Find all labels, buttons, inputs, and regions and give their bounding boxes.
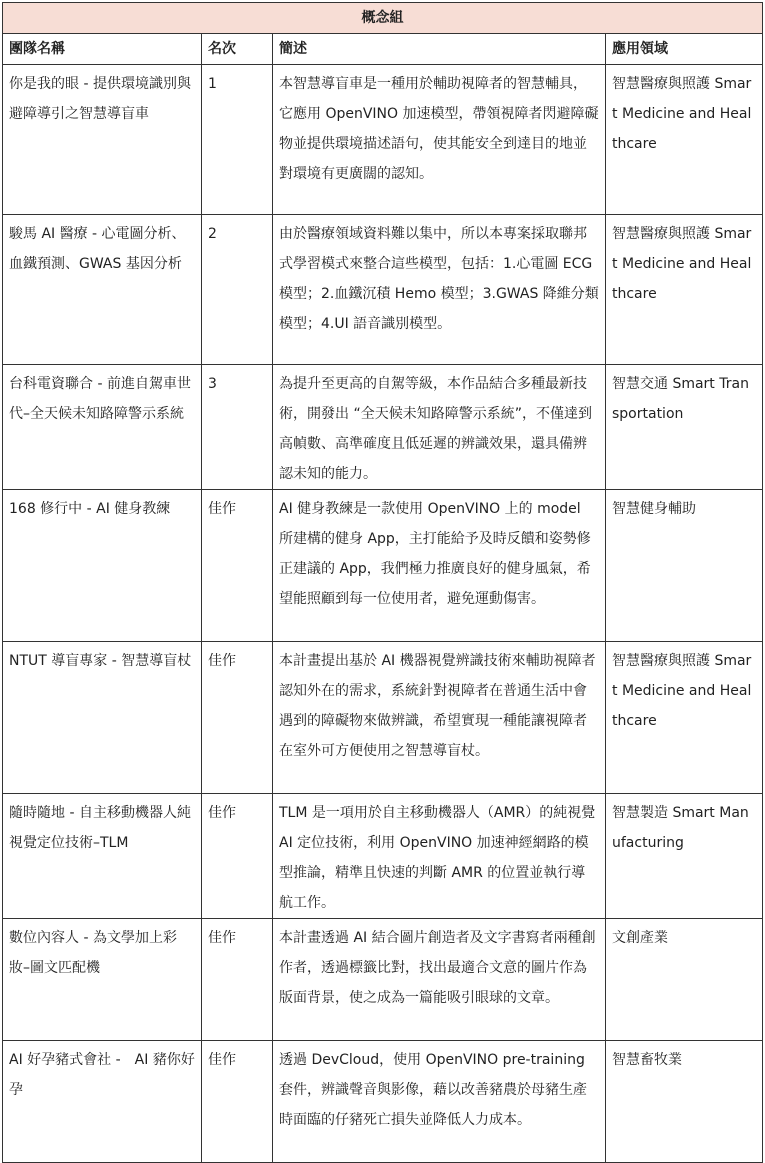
domain-cell: 智慧醫療與照護 Smart Medicine and Healthcare [606, 215, 763, 365]
domain-cell: 智慧健身輔助 [606, 490, 763, 642]
domain-cell: 智慧醫療與照護 Smart Medicine and Healthcare [606, 65, 763, 215]
table-row [3, 65, 763, 215]
team-cell: 台科電資聯合 - 前進自駕車世代–全天候未知路障警示系統 [3, 365, 202, 490]
domain-cell: 智慧醫療與照護 Smart Medicine and Healthcare [606, 642, 763, 794]
table-row [3, 215, 763, 365]
summary-cell: AI 健身教練是一款使用 OpenVINO 上的 model 所建構的健身 App，主打能給予及時反饋和姿勢修正建議的 App，我們極力推廣良好的健身風氣，希望能照顧到每一位使用者，避免運動傷害。 [273, 490, 606, 642]
team-cell: 駿馬 AI 醫療 - 心電圖分析、血鐵預測、GWAS 基因分析 [3, 215, 202, 365]
team-cell: 168 修行中 - AI 健身教練 [3, 490, 202, 642]
header-row [3, 34, 763, 65]
team-cell: 隨時隨地 - 自主移動機器人純視覺定位技術–TLM [3, 794, 202, 919]
summary-cell: 本計畫透過 AI 結合圖片創造者及文字書寫者兩種創作者，透過標籤比對，找出最適合文意的圖片作為版面背景，使之成為一篇能吸引眼球的文章。 [273, 919, 606, 1041]
table-row [3, 490, 763, 642]
summary-cell: 為提升至更高的自駕等級，本作品結合多種最新技術，開發出 “全天候未知路障警示系統”，不僅達到高幀數、高準確度且低延遲的辨識效果，還具備辨認未知的能力。 [273, 365, 606, 490]
summary-cell: 本計畫提出基於 AI 機器視覺辨識技術來輔助視障者認知外在的需求，系統針對視障者在普通生活中會遇到的障礙物來做辨識，希望實現一種能讓視障者在室外可方便使用之智慧導盲杖。 [273, 642, 606, 794]
column-header-team: 團隊名稱 [3, 34, 202, 65]
domain-cell: 智慧交通 Smart Transportation [606, 365, 763, 490]
team-cell: 你是我的眼 - 提供環境識別與避障導引之智慧導盲車 [3, 65, 202, 215]
team-cell: AI 好孕豬式會社 - AI 豬你好孕 [3, 1041, 202, 1163]
summary-cell: 由於醫療領域資料難以集中，所以本專案採取聯邦式學習模式來整合這些模型，包括：1.心電圖 ECG 模型；2.血鐵沉積 Hemo 模型；3.GWAS 降維分類模型；4.UI 語音識別模型。 [273, 215, 606, 365]
domain-cell: 文創產業 [606, 919, 763, 1041]
rank-cell: 佳作 [202, 1041, 273, 1163]
column-header-rank: 名次 [202, 34, 273, 65]
table-row [3, 642, 763, 794]
results-table [2, 2, 763, 1163]
table-row [3, 365, 763, 490]
team-cell: 數位內容人 - 為文學加上彩妝–圖文匹配機 [3, 919, 202, 1041]
table-title: 概念組 [3, 3, 763, 34]
table-row [3, 794, 763, 919]
rank-cell: 2 [202, 215, 273, 365]
domain-cell: 智慧畜牧業 [606, 1041, 763, 1163]
summary-cell: TLM 是一項用於自主移動機器人（AMR）的純視覺 AI 定位技術，利用 OpenVINO 加速神經網路的模型推論，精準且快速的判斷 AMR 的位置並執行導航工作。 [273, 794, 606, 919]
rank-cell: 佳作 [202, 642, 273, 794]
team-cell: NTUT 導盲專家 - 智慧導盲杖 [3, 642, 202, 794]
column-header-summary: 簡述 [273, 34, 606, 65]
rank-cell: 3 [202, 365, 273, 490]
table-row [3, 919, 763, 1041]
column-header-domain: 應用領域 [606, 34, 763, 65]
rank-cell: 佳作 [202, 794, 273, 919]
summary-cell: 透過 DevCloud，使用 OpenVINO pre-training 套件，辨識聲音與影像，藉以改善豬農於母豬生產時面臨的仔豬死亡損失並降低人力成本。 [273, 1041, 606, 1163]
table-row [3, 1041, 763, 1163]
rank-cell: 佳作 [202, 490, 273, 642]
rank-cell: 1 [202, 65, 273, 215]
domain-cell: 智慧製造 Smart Manufacturing [606, 794, 763, 919]
rank-cell: 佳作 [202, 919, 273, 1041]
summary-cell: 本智慧導盲車是一種用於輔助視障者的智慧輔具，它應用 OpenVINO 加速模型，帶領視障者閃避障礙物並提供環境描述語句，使其能安全到達目的地並對環境有更廣闊的認知。 [273, 65, 606, 215]
